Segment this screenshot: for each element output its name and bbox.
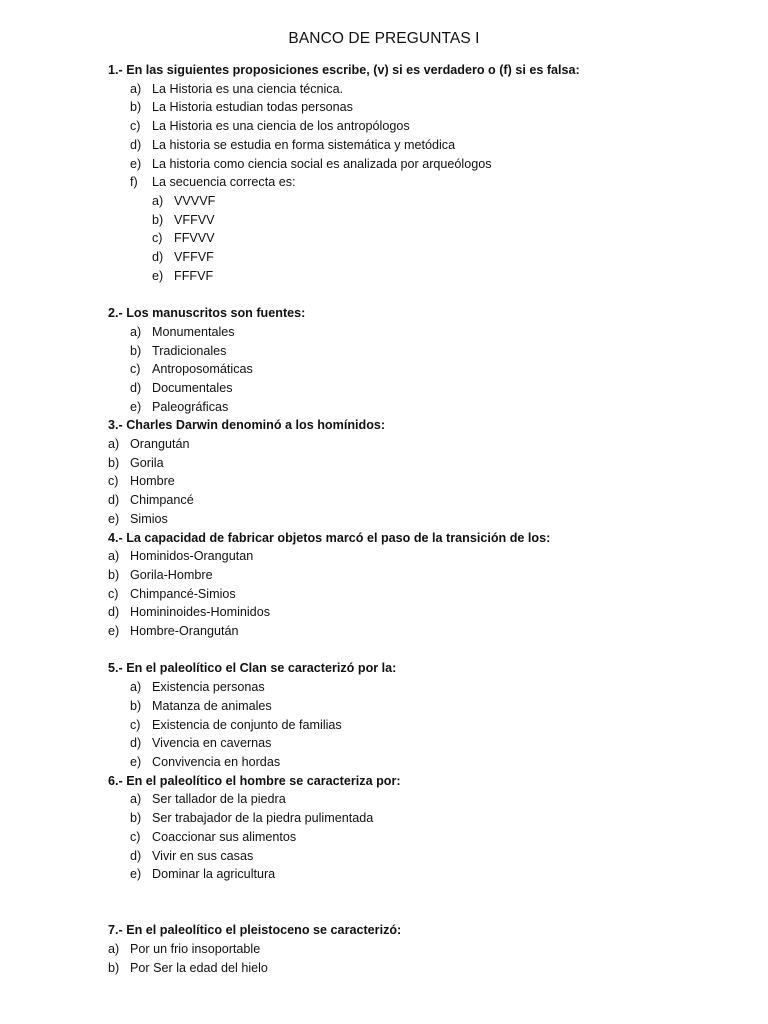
question-bank — [108, 61, 748, 977]
option-item — [108, 117, 748, 136]
option-item — [108, 697, 748, 716]
option-text: Ser tallador de la piedra — [152, 792, 286, 807]
option-text: Matanza de animales — [152, 698, 272, 713]
option-letter: c) — [130, 717, 141, 732]
option-letter: d) — [130, 848, 142, 863]
option-item — [108, 491, 748, 510]
option-item — [108, 360, 748, 379]
option-letter: c) — [108, 586, 119, 601]
option-text: Monumentales — [152, 324, 235, 339]
question-text: 3.- Charles Darwin denominó a los homínidos: — [108, 418, 386, 433]
question-7 — [108, 921, 748, 977]
option-letter: b) — [130, 698, 142, 713]
sub-option-letter: c) — [152, 231, 163, 246]
option-text: Orangután — [130, 437, 190, 452]
question-text: 7.- En el paleolítico el pleistoceno se caracterizó: — [108, 923, 402, 938]
option-item — [108, 940, 748, 959]
option-letter: a) — [108, 549, 120, 564]
option-item — [108, 398, 748, 417]
option-text: Documentales — [152, 380, 233, 395]
question-6 — [108, 772, 748, 884]
option-item — [108, 136, 748, 155]
sub-option-text: VVVVF — [174, 193, 216, 208]
sub-option-item — [108, 211, 748, 230]
option-text: Por un frio insoportable — [130, 942, 261, 956]
option-letter: b) — [108, 455, 120, 470]
option-letter: c) — [108, 474, 119, 489]
question-text: 2.- Los manuscritos son fuentes: — [108, 306, 306, 321]
option-text: Existencia personas — [152, 680, 265, 695]
question-4 — [108, 529, 748, 641]
option-text: La historia se estudia en forma sistemática y metódica — [152, 137, 456, 152]
option-item — [108, 809, 748, 828]
option-item — [108, 323, 748, 342]
option-item — [108, 98, 748, 117]
option-text: Simios — [130, 511, 168, 526]
option-item — [108, 734, 748, 753]
sub-option-item — [108, 267, 748, 286]
option-item — [108, 753, 748, 772]
sub-option-text: VFFVF — [174, 250, 214, 265]
option-item — [108, 865, 748, 884]
option-item — [108, 828, 748, 847]
option-item — [108, 678, 748, 697]
option-text: La Historia es una ciencia técnica. — [152, 81, 344, 96]
option-item — [108, 472, 748, 491]
option-letter: c) — [130, 362, 141, 377]
spacer — [108, 285, 748, 304]
option-letter: c) — [130, 119, 141, 134]
option-text: Coaccionar sus alimentos — [152, 829, 297, 844]
sub-option-text: FFFVF — [174, 268, 214, 283]
sub-option-text: FFVVV — [174, 231, 215, 246]
option-item — [108, 622, 748, 641]
option-text: Hominidos-Orangutan — [130, 549, 254, 564]
option-item — [108, 790, 748, 809]
option-letter: b) — [108, 960, 120, 975]
question-5 — [108, 659, 748, 771]
option-letter: a) — [130, 81, 142, 96]
option-text: Tradicionales — [152, 343, 227, 358]
spacer — [108, 884, 748, 921]
option-item — [108, 510, 748, 529]
option-text: Vivir en sus casas — [152, 848, 254, 863]
option-letter: d) — [130, 736, 142, 751]
option-text: Existencia de conjunto de familias — [152, 717, 342, 732]
option-letter: a) — [130, 792, 142, 807]
option-letter: a) — [108, 942, 120, 956]
spacer — [108, 641, 748, 660]
sub-option-letter: a) — [152, 193, 164, 208]
option-letter: e) — [108, 624, 120, 639]
question-text: 5.- En el paleolítico el Clan se caracterizó por la: — [108, 661, 397, 676]
sub-option-item — [108, 192, 748, 211]
option-text: La Historia es una ciencia de los antropólogos — [152, 119, 410, 134]
option-letter: e) — [108, 511, 120, 526]
option-letter: b) — [108, 567, 120, 582]
option-text: Hombre — [130, 474, 175, 489]
option-item — [108, 155, 748, 174]
option-letter: c) — [130, 829, 141, 844]
option-letter: d) — [108, 493, 120, 508]
option-text: La historia como ciencia social es analizada por arqueólogos — [152, 156, 492, 171]
question-2 — [108, 304, 748, 416]
option-text: Convivencia en hordas — [152, 754, 281, 769]
option-letter: d) — [130, 137, 142, 152]
option-item — [108, 959, 748, 978]
option-letter: a) — [130, 680, 142, 695]
option-letter: e) — [130, 156, 142, 171]
option-letter: a) — [108, 437, 120, 452]
sub-option-letter: b) — [152, 212, 164, 227]
question-3 — [108, 416, 748, 528]
question-text: 6.- En el paleolítico el hombre se caracteriza por: — [108, 773, 401, 788]
option-letter: b) — [130, 343, 142, 358]
option-text: Gorila — [130, 455, 164, 470]
sub-option-text: VFFVV — [174, 212, 215, 227]
option-text: Gorila-Hombre — [130, 567, 213, 582]
option-text: Ser trabajador de la piedra pulimentada — [152, 811, 374, 826]
option-letter: d) — [108, 605, 120, 620]
option-text: La secuencia correcta es: — [152, 175, 296, 190]
option-text: Paleográficas — [152, 399, 229, 414]
option-text: Vivencia en cavernas — [152, 736, 272, 751]
option-letter: e) — [130, 867, 142, 882]
option-letter: a) — [130, 324, 142, 339]
option-letter: d) — [130, 380, 142, 395]
option-letter: b) — [130, 100, 142, 115]
question-text: 4.- La capacidad de fabricar objetos marcó el paso de la transición de los: — [108, 530, 551, 545]
option-item — [108, 603, 748, 622]
option-text: Chimpancé-Simios — [130, 586, 236, 601]
option-item — [108, 585, 748, 604]
question-text: 1.- En las siguientes proposiciones escribe, (v) si es verdadero o (f) si es falsa: — [108, 63, 580, 77]
sub-option-item — [108, 248, 748, 267]
option-item — [108, 547, 748, 566]
option-item — [108, 173, 748, 192]
option-text: Por Ser la edad del hielo — [130, 960, 268, 975]
option-item — [108, 454, 748, 473]
page-title: BANCO DE PREGUNTAS I — [288, 30, 480, 47]
option-text: La Historia estudian todas personas — [152, 100, 353, 115]
option-letter: e) — [130, 754, 142, 769]
option-text: Hombre-Orangután — [130, 624, 239, 639]
option-item — [108, 566, 748, 585]
option-item — [108, 716, 748, 735]
option-item — [108, 847, 748, 866]
option-item — [108, 379, 748, 398]
sub-option-letter: e) — [152, 268, 164, 283]
option-letter: e) — [130, 399, 142, 414]
option-item — [108, 342, 748, 361]
sub-option-item — [108, 229, 748, 248]
option-text: Homininoides-Hominidos — [130, 605, 270, 620]
option-item — [108, 435, 748, 454]
question-1 — [108, 61, 748, 285]
sub-option-letter: d) — [152, 250, 164, 265]
option-text: Chimpancé — [130, 493, 194, 508]
option-letter: b) — [130, 811, 142, 826]
option-letter: f) — [130, 175, 138, 190]
option-text: Antroposomáticas — [152, 362, 253, 377]
option-item — [108, 80, 748, 99]
option-text: Dominar la agricultura — [152, 867, 276, 882]
